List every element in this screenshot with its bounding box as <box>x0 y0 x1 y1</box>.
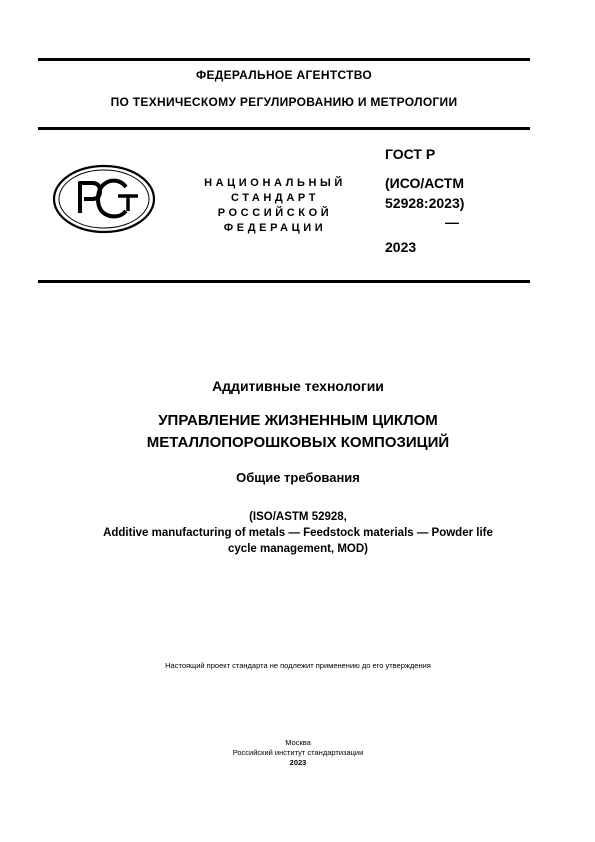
national-standard-line-2: СТАНДАРТ <box>230 192 320 204</box>
national-standard-line-1: НАЦИОНАЛЬНЫЙ <box>204 177 346 189</box>
title-line-4: Общие требования <box>236 470 360 485</box>
national-standard-line-3: РОССИЙСКОЙ <box>217 207 333 219</box>
footer-institute: Российский институт стандартизации <box>232 748 364 757</box>
title-line-1: Аддитивные технологии <box>212 378 384 394</box>
agency-line-2: ПО ТЕХНИЧЕСКОМУ РЕГУЛИРОВАНИЮ И МЕТРОЛОГИИ <box>110 95 458 109</box>
designation-dash: — <box>445 214 459 230</box>
iso-reference-line-1: (ISO/ASTM 52928, <box>249 511 347 523</box>
header-bottom-rule <box>38 280 530 283</box>
top-rule <box>38 58 530 61</box>
agency-line-1: ФЕДЕРАЛЬНОЕ АГЕНТСТВО <box>195 68 373 82</box>
draft-notice: Настоящий проект стандарта не подлежит применению до его утверждения <box>165 661 431 670</box>
designation-line-1: ГОСТ Р <box>385 146 436 162</box>
title-line-2: УПРАВЛЕНИЕ ЖИЗНЕННЫМ ЦИКЛОМ <box>158 412 438 429</box>
footer-year: 2023 <box>289 758 307 767</box>
iso-reference-line-3: cycle management, MOD) <box>228 543 368 555</box>
designation-line-2: (ИСО/АСТМ <box>385 175 465 191</box>
national-standard-line-4: ФЕДЕРАЦИИ <box>223 222 327 234</box>
designation-year: 2023 <box>385 239 417 255</box>
title-line-3: МЕТАЛЛОПОРОШКОВЫХ КОМПОЗИЦИЙ <box>146 434 450 451</box>
footer-city: Москва <box>285 738 311 747</box>
gost-r-emblem-icon <box>52 163 156 235</box>
header-rule <box>38 127 530 130</box>
iso-reference-line-2: Additive manufacturing of metals — Feedstock materials — Powder life <box>103 527 493 539</box>
designation-line-3: 52928:2023) <box>385 195 465 211</box>
